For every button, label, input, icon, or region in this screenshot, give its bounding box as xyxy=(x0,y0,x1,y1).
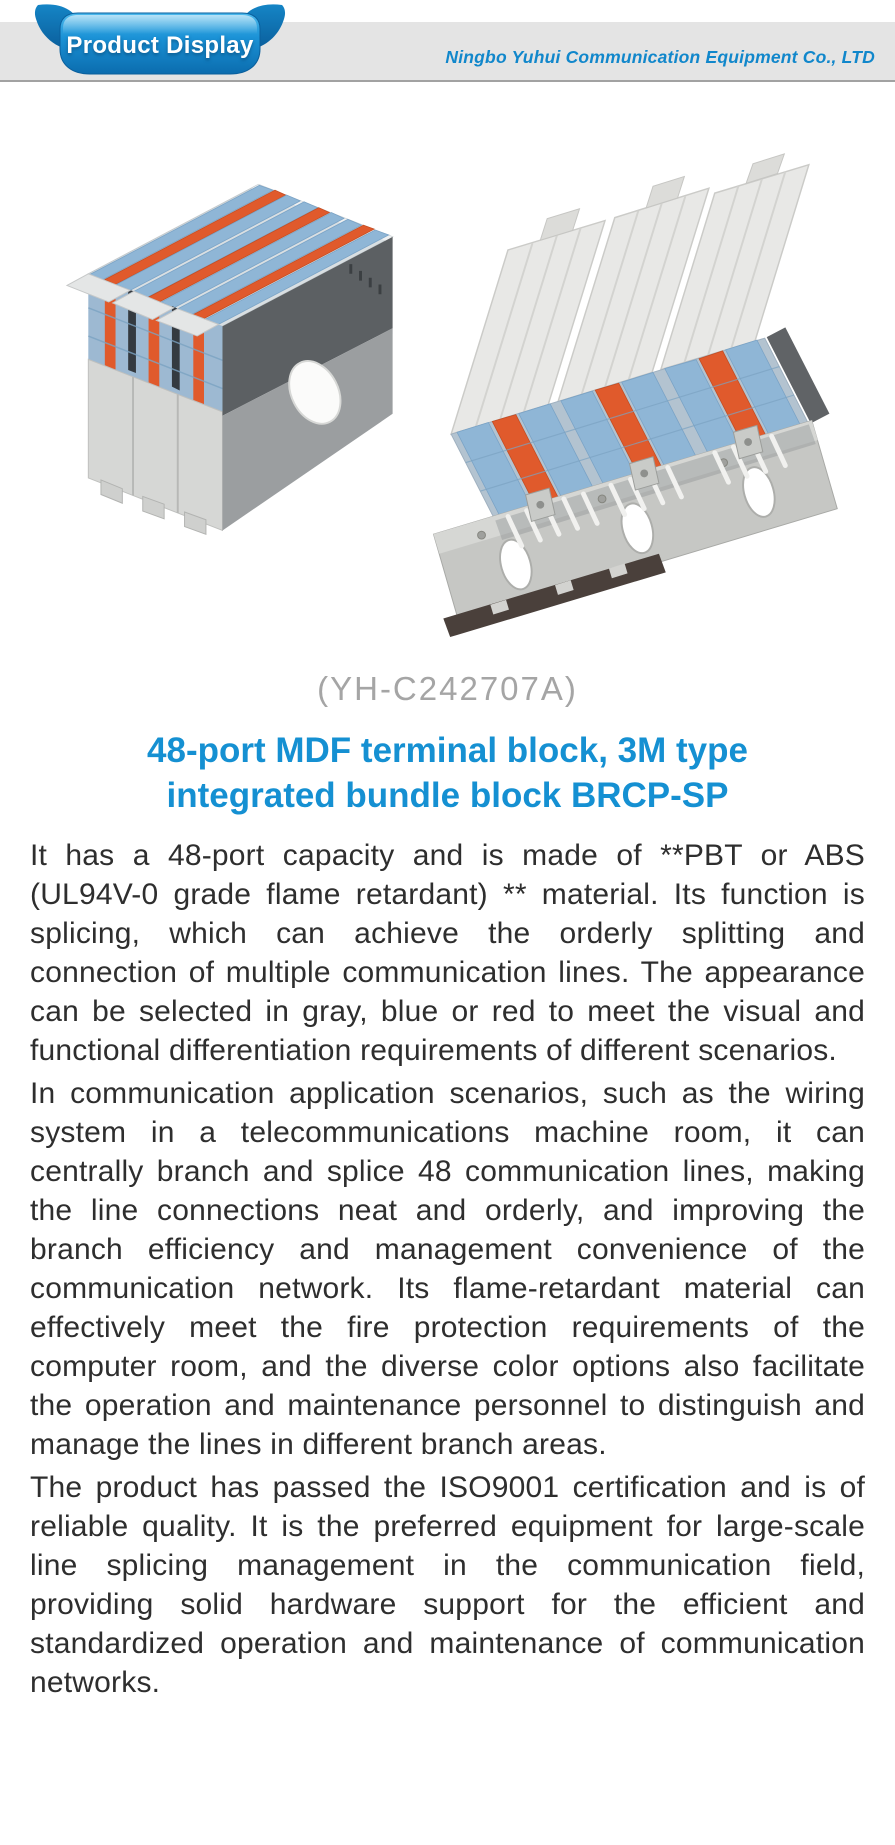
product-photos xyxy=(0,88,895,644)
main-content xyxy=(0,88,895,1702)
product-photo-closed-block xyxy=(64,118,414,556)
product-photo-open-block xyxy=(420,150,840,640)
ribbon-label: Product Display xyxy=(66,32,254,59)
page-header xyxy=(0,0,895,88)
description-paragraph-2: In communication application scenarios, such as the wiring system in a telecommunications machine room, it can centrally branch and splice 48 communication lines, making the line connections neat and orderly, and improving the branch efficiency and management convenience of the communication network. Its flame-retardant material can effectively meet the fire protection requirements of the computer room, and the diverse color options also facilitate the operation and maintenance personnel to distinguish and manage the lines in different branch areas. xyxy=(30,1077,865,1461)
model-code: (YH-C242707A) xyxy=(317,670,578,707)
product-title-line1: 48-port MDF terminal block, 3M type xyxy=(147,731,748,770)
product-description xyxy=(0,836,895,1702)
description-paragraph-1: It has a 48-port capacity and is made of **PBT or ABS (UL94V-0 grade flame retardant) ** material. Its function is splicing, which can achieve the orderly splitting and connection of multiple communication lines. The appearance can be selected in gray, blue or red to meet the visual and functional differentiation requirements of different scenarios. xyxy=(30,839,865,1067)
company-name: Ningbo Yuhui Communication Equipment Co., LTD xyxy=(445,47,875,67)
product-title-line2: integrated bundle block BRCP-SP xyxy=(166,776,729,815)
description-paragraph-3: The product has passed the ISO9001 certification and is of reliable quality. It is the preferred equipment for large-scale line splicing management in the communication field, providing solid hardware support for the efficient and standardized operation and maintenance of communication networks. xyxy=(30,1471,865,1699)
product-title xyxy=(0,728,895,818)
product-display-ribbon xyxy=(26,1,294,79)
